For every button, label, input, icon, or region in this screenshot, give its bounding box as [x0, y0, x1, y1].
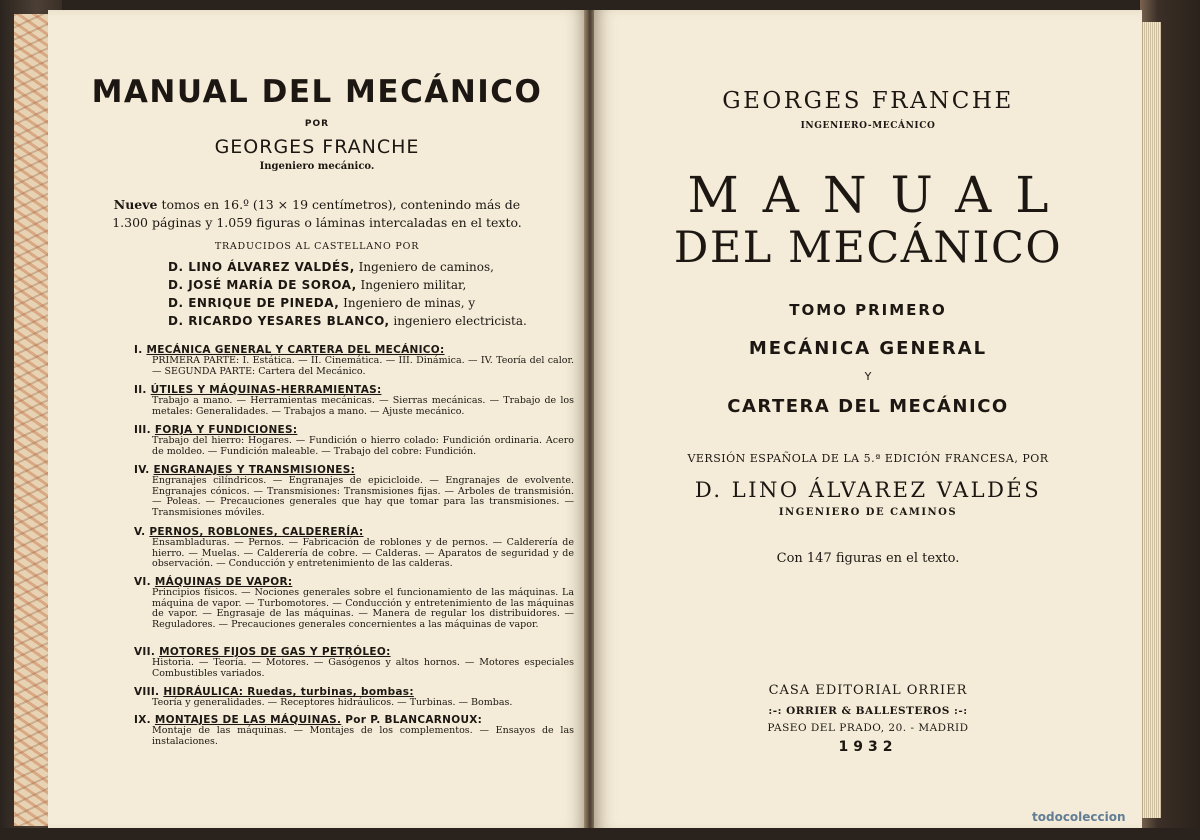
translator-profession: INGENIERO DE CAMINOS [778, 507, 958, 518]
volume-contents: Principios físicos. — Nociones generales sobre el funcionamiento de las máquinas. La máquina de vapor. — Turbomotores. — Conducción y entretenimiento de las máquinas de vapor. — Engrasaje de las máquinas. — Manera de regular los distribuidores. — Reguladores. — Precauciones generales concernientes a las máquinas de vapor. [152, 587, 574, 630]
translator-name: D. LINO ÁLVAREZ VALDÉS, [168, 260, 355, 274]
translator-role: ingeniero electricista. [389, 314, 527, 328]
volume-title: MÁQUINAS DE VAPOR: [154, 576, 293, 588]
version-note: VERSIÓN ESPAÑOLA DE LA 5.ª EDICIÓN FRANCESA, POR [687, 452, 1049, 465]
page-edges [1142, 22, 1161, 818]
volume-number: IV. [134, 464, 150, 476]
volume-entry [134, 464, 574, 518]
publisher-address: PASEO DEL PRADO, 20. - MADRID [767, 722, 969, 734]
volume-number: VII. [134, 646, 156, 658]
volume-entry [134, 714, 574, 747]
translator-role: Ingeniero de minas, y [339, 296, 476, 310]
volume-contents: Montaje de las máquinas. — Montajes de los complementos. — Ensayos de las instalaciones. [152, 725, 574, 747]
volume-contents: Trabajo del hierro: Hogares. — Fundición o hierro colado: Fundición ordinaria. Acero de moldeo. — Fundición maleable. — Trabajo del cobre: Fundición. [152, 435, 574, 457]
volume-title: ENGRANAJES Y TRANSMISIONES: [153, 464, 356, 476]
left-page-profession: Ingeniero mecánico. [259, 161, 375, 172]
publisher-name: CASA EDITORIAL ORRIER [768, 683, 968, 698]
volume-title: MOTORES FIJOS DE GAS Y PETRÓLEO: [159, 646, 391, 658]
volume-contents: PRIMERA PARTE: I. Estática. — II. Cinemática. — III. Dinámica. — IV. Teoría del calor. — SEGUNDA PARTE: Cartera del Mecánico. [152, 355, 574, 377]
volume-contents: Historia. — Teoría. — Motores. — Gasógenos y altos hornos. — Motores especiales Combustibles variados. [152, 657, 574, 679]
volume-number: II. [134, 384, 147, 396]
left-page [48, 10, 586, 830]
translator-name: D. RICARDO YESARES BLANCO, [168, 314, 390, 328]
translator-name: D. JOSÉ MARÍA DE SOROA, [168, 278, 357, 292]
volume-contents: Trabajo a mano. — Herramientas mecánicas. — Sierras mecánicas. — Trabajo de los metales: Generalidades. — Trabajos a mano. — Ajuste mecánico. [152, 395, 574, 417]
left-page-by: POR [304, 119, 330, 129]
title-page-author: GEORGES FRANCHE [722, 88, 1014, 114]
description-text: tomos en 16.º (13 × 19 centímetros), contenindo más de [157, 197, 521, 212]
description-line-1 [48, 197, 586, 212]
volume-number: VIII. [134, 686, 160, 698]
volume-entry [134, 384, 574, 417]
translator-role: Ingeniero militar, [356, 278, 467, 292]
subject-and: Y [864, 370, 872, 383]
volume-number: I. [134, 344, 143, 356]
volume-title: HIDRÁULICA: Ruedas, turbinas, bombas: [163, 686, 414, 698]
volume-entry [134, 424, 574, 457]
volume-number: IX. [134, 714, 151, 726]
description-bold: Nueve [113, 197, 158, 212]
translator-line [168, 278, 466, 292]
left-page-author: GEORGES FRANCHE [214, 136, 420, 158]
volume-number: V. [134, 526, 146, 538]
volume-contents: Ensambladuras. — Pernos. — Fabricación de roblones y de pernos. — Calderería de hierro. — Muelas. — Calderería de cobre. — Calderas. — Aparatos de seguridad y de observación. — Conducción y entretenimiento de las calderas. [152, 537, 574, 570]
translator-name: D. ENRIQUE DE PINEDA, [168, 296, 340, 310]
marbled-endpaper [14, 14, 50, 826]
volume-title: FORJA Y FUNDICIONES: [154, 424, 298, 436]
right-page [594, 10, 1142, 830]
volume-extra: Por P. BLANCARNOUX: [341, 714, 483, 726]
figures-note: Con 147 figuras en el texto. [776, 551, 960, 566]
subject-line-1: MECÁNICA GENERAL [748, 338, 988, 359]
left-page-title: MANUAL DEL MECÁNICO [91, 74, 543, 110]
title-line-2: DEL MECÁNICO [673, 223, 1063, 273]
translator-line [168, 260, 494, 274]
volume-label: TOMO PRIMERO [789, 301, 947, 319]
bottom-binding [0, 828, 1200, 840]
volume-entry [134, 646, 574, 679]
translator-role: Ingeniero de caminos, [354, 260, 494, 274]
publisher-partners: :-: ORRIER & BALLESTEROS :-: [768, 705, 968, 717]
volume-title: MECÁNICA GENERAL Y CARTERA DEL MECÁNICO: [146, 344, 445, 356]
volume-title: PERNOS, ROBLONES, CALDERERÍA: [149, 526, 364, 538]
volume-number: VI. [134, 576, 151, 588]
title-line-1: MANUAL [687, 166, 1073, 224]
translator-line [168, 314, 527, 328]
translator-line [168, 296, 475, 310]
volume-entry [134, 576, 574, 630]
volume-entry [134, 344, 574, 377]
volume-contents: Teoría y generalidades. — Receptores hidráulicos. — Turbinas. — Bombas. [152, 697, 513, 708]
volume-title: MONTAJES DE LAS MÁQUINAS. [154, 714, 342, 726]
volume-contents: Engranajes cilíndricos. — Engranajes de epicicloide. — Engranajes de evolvente. Engranajes cónicos. — Transmisiones: Transmisiones fijas. — Arboles de transmisión. — Poleas. — Precauciones generales que hay que tomar para las transmisiones. — Transmisiones móviles. [152, 475, 574, 518]
volume-entry [134, 686, 574, 709]
title-page-profession: INGENIERO-MECÁNICO [800, 121, 936, 131]
volume-number: III. [134, 424, 151, 436]
description-line-2: 1.300 páginas y 1.059 figuras o láminas intercaladas en el texto. [112, 215, 522, 230]
publication-year: 1932 [838, 739, 898, 755]
watermark-text: todocoleccion [1032, 810, 1126, 824]
subject-line-2: CARTERA DEL MECÁNICO [727, 396, 1009, 417]
volume-title: ÚTILES Y MÁQUINAS-HERRAMIENTAS: [150, 384, 382, 396]
translator-name: D. LINO ÁLVAREZ VALDÉS [694, 478, 1042, 502]
volume-entry [134, 526, 574, 570]
translated-by: TRADUCIDOS AL CASTELLANO POR [214, 241, 420, 252]
